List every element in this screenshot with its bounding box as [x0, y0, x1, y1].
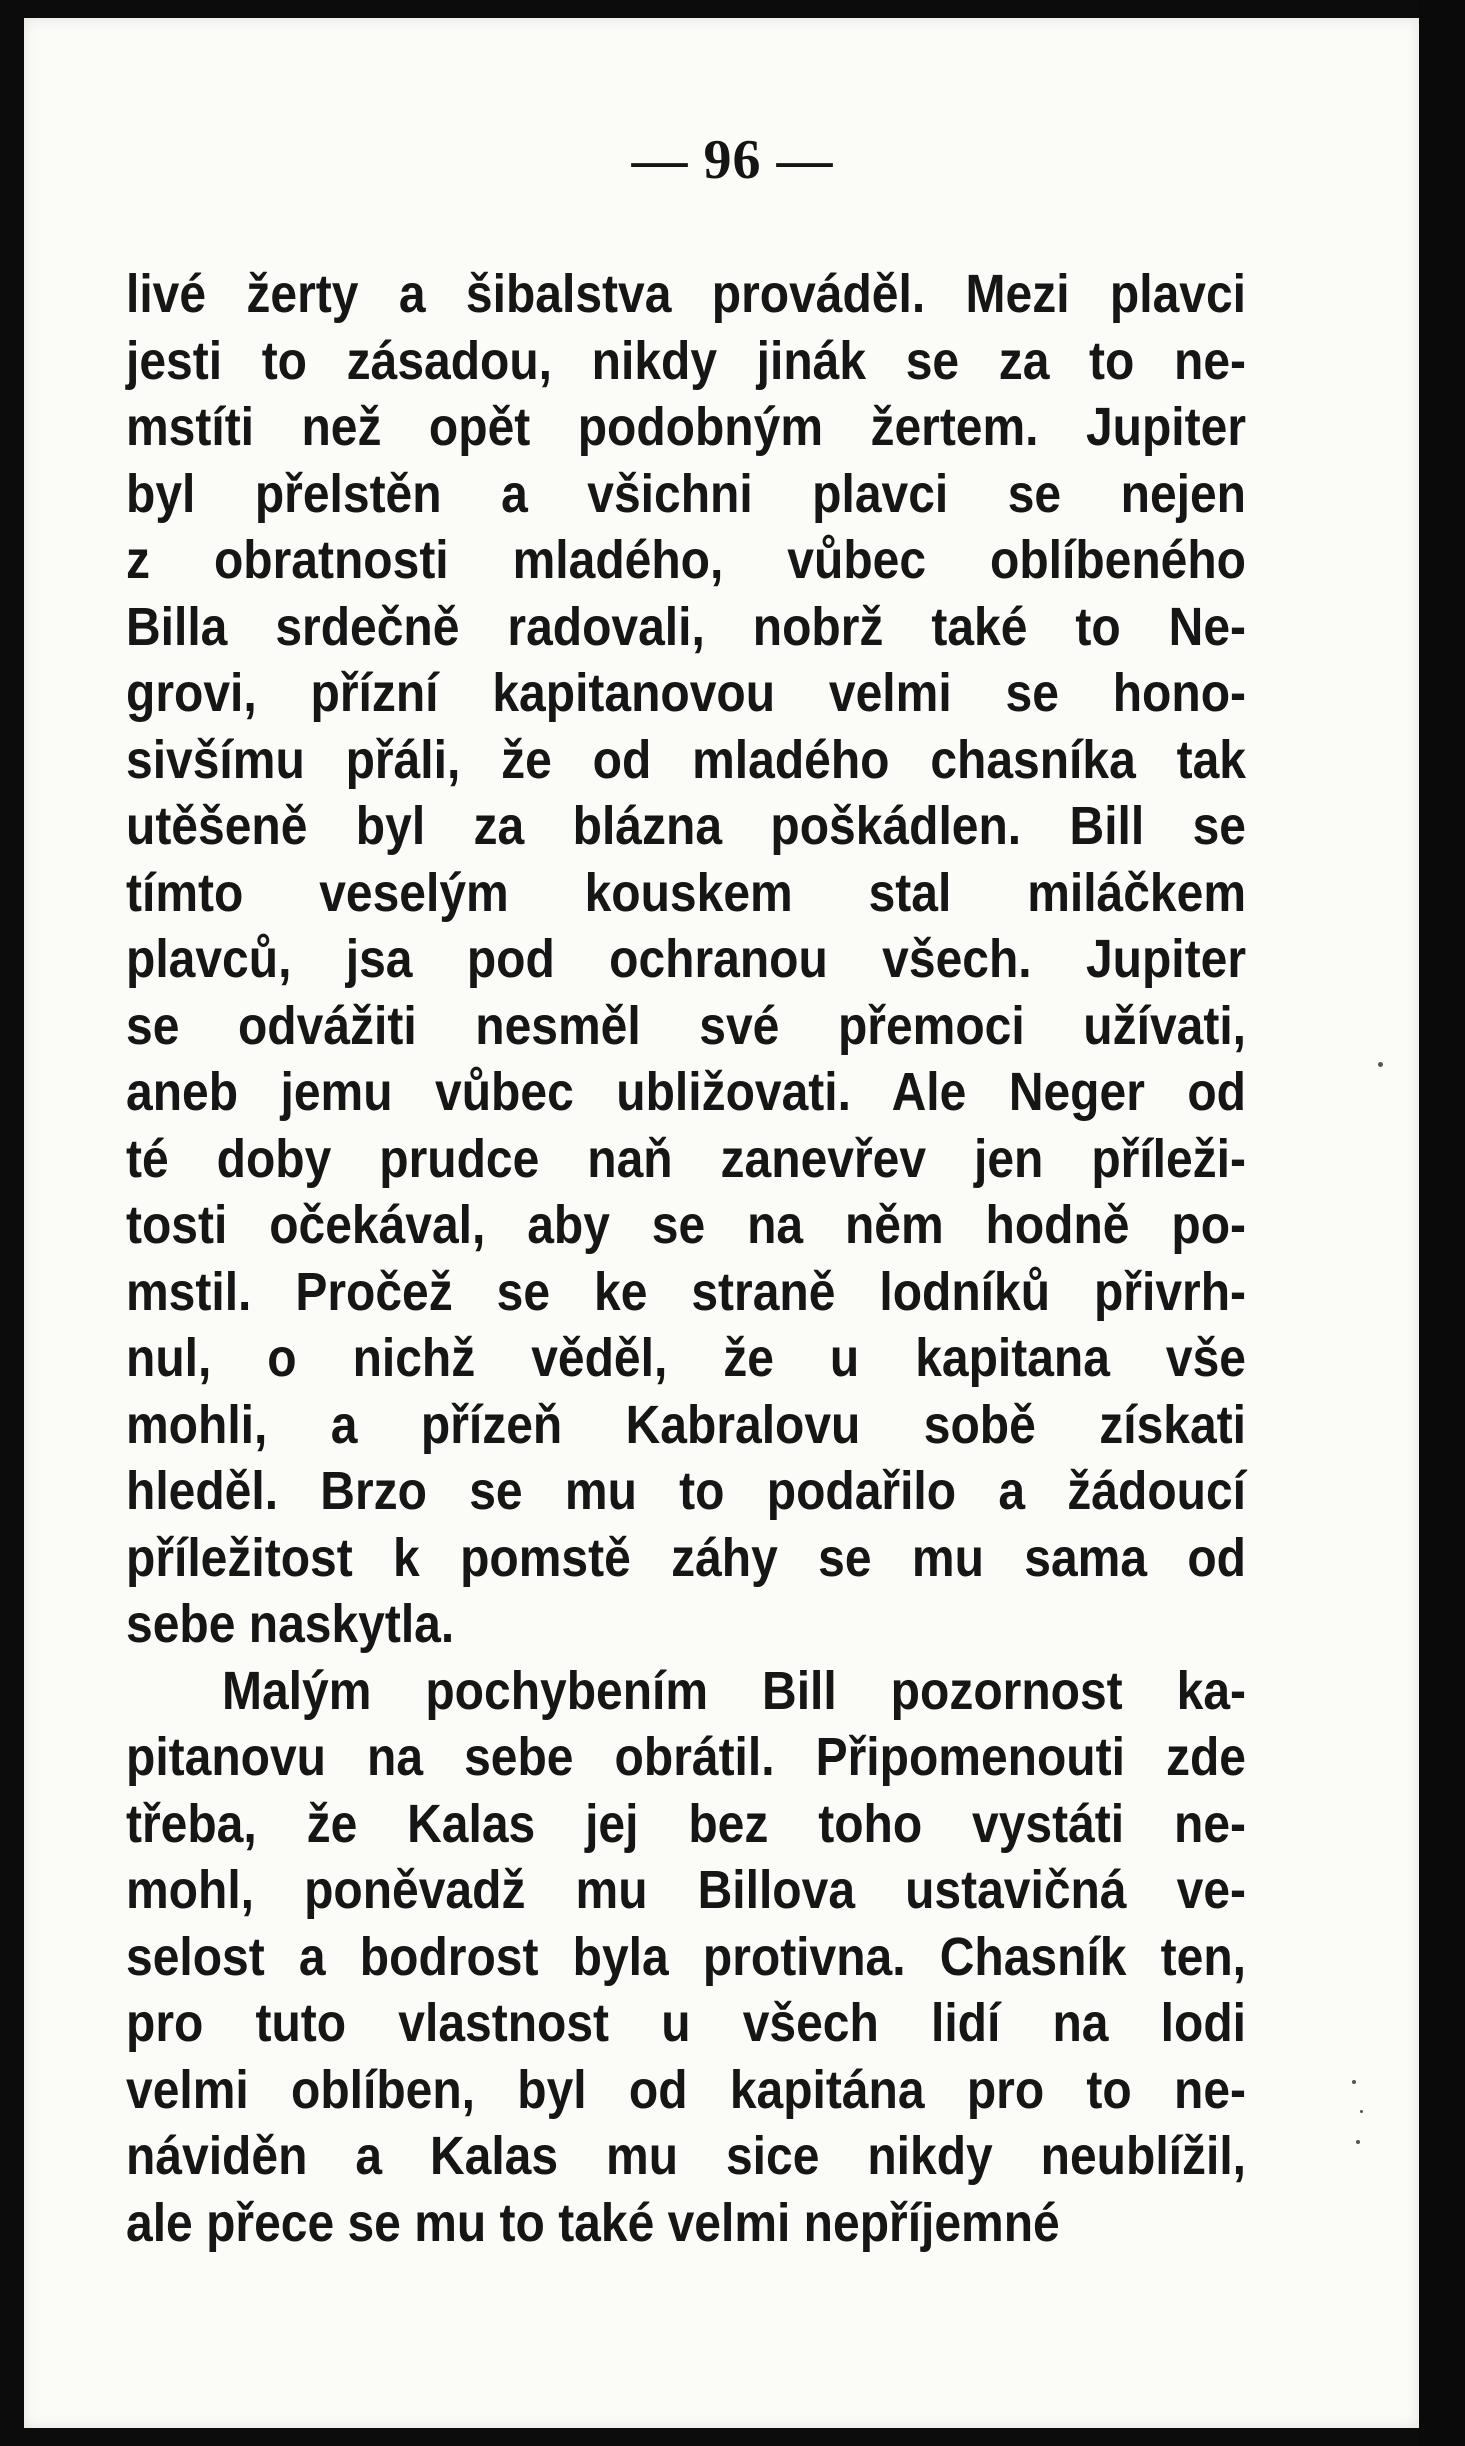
- text-line: hleděl. Brzo se mu to podařilo a žádoucí: [126, 1461, 1246, 1522]
- text-line: aneb jemu vůbec ubližovati. Ale Neger od: [126, 1062, 1246, 1123]
- text-line: sivšímu přáli, že od mladého chasníka tak: [126, 730, 1246, 790]
- text-line: mstil. Pročež se ke straně lodníků přivrh-: [126, 1262, 1246, 1322]
- scan-speck: [1360, 2110, 1363, 2113]
- text-line: nul, o nichž věděl, že u kapitana vše: [126, 1328, 1246, 1389]
- text-line: grovi, přízní kapitanovou velmi se hono-: [126, 663, 1246, 724]
- text-line: utěšeně byl za blázna poškádlen. Bill se: [126, 796, 1246, 857]
- text-line: Malým pochybením Bill pozornost ka-: [222, 1661, 1246, 1721]
- text-line: selost a bodrost byla protivna. Chasník ten,: [126, 1927, 1246, 1987]
- text-line: mohli, a přízeň Kabralovu sobě získati: [126, 1395, 1246, 1455]
- text-line: livé žerty a šibalstva prováděl. Mezi plavci: [126, 264, 1246, 325]
- text-line: jesti to zásadou, nikdy jinák se za to ne-: [126, 331, 1246, 391]
- text-line: mohl, poněvadž mu Billova ustavičná ve-: [126, 1860, 1246, 1921]
- text-line: plavců, jsa pod ochranou všech. Jupiter: [126, 929, 1246, 990]
- page-number: — 96 —: [631, 129, 834, 191]
- body-text: [126, 262, 1246, 2257]
- text-line: mstíti než opět podobným žertem. Jupiter: [126, 397, 1246, 458]
- text-line: ale přece se mu to také velmi nepříjemné: [126, 2193, 1060, 2253]
- text-line: té doby prudce naň zanevřev jen příleži-: [126, 1129, 1246, 1189]
- text-line: velmi oblíben, byl od kapitána pro to ne-: [126, 2060, 1246, 2120]
- text-line: tosti očekával, aby se na něm hodně po-: [126, 1195, 1246, 1256]
- text-line: tímto veselým kouskem stal miláčkem: [126, 863, 1246, 923]
- text-line: pro tuto vlastnost u všech lidí na lodi: [126, 1993, 1246, 2054]
- text-line: se odvážiti nesměl své přemoci užívati,: [126, 996, 1246, 1056]
- text-line: náviděn a Kalas mu sice nikdy neublížil,: [126, 2126, 1246, 2187]
- text-line: z obratnosti mladého, vůbec oblíbeného: [126, 530, 1246, 591]
- text-line: byl přelstěn a všichni plavci se nejen: [126, 464, 1246, 524]
- text-line: Billa srdečně radovali, nobrž také to Ne-: [126, 597, 1246, 657]
- text-line: pitanovu na sebe obrátil. Připomenouti zde: [126, 1727, 1246, 1788]
- scan-speck: [1378, 1062, 1383, 1067]
- text-line: sebe naskytla.: [126, 1594, 455, 1655]
- scan-speck: [1356, 2140, 1360, 2144]
- scan-speck: [1352, 2080, 1356, 2084]
- scan-border-right: [1419, 0, 1465, 2446]
- text-line: příležitost k pomstě záhy se mu sama od: [126, 1528, 1246, 1588]
- text-line: třeba, že Kalas jej bez toho vystáti ne-: [126, 1794, 1246, 1854]
